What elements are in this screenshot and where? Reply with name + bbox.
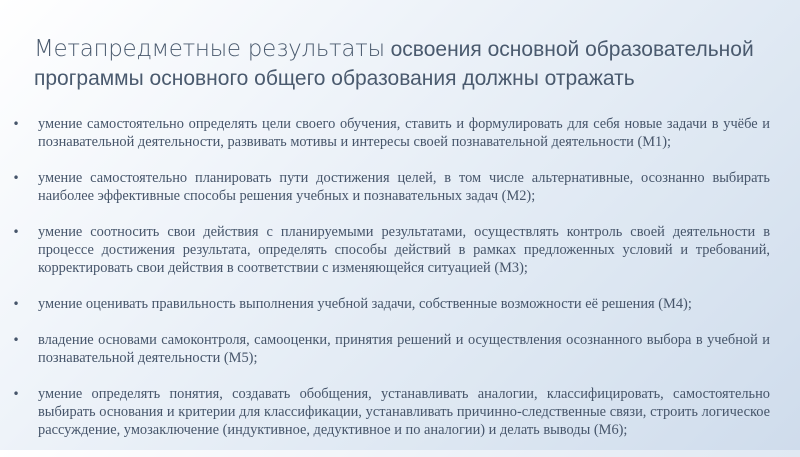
title-line-1: [34, 36, 784, 65]
list-item: [10, 295, 770, 313]
list-item-text: умение определять понятия, создавать обобщения, устанавливать аналогии, классифицировать, самостоятельно выбирать основания и критерии для классификации, устанавливать причинно-следственные связи, строить логическое рассуждение, умозаключение (индуктивное, дедуктивное и по аналогии) и делать выводы (М6);: [38, 386, 770, 438]
list-item-text: умение оценивать правильность выполнения учебной задачи, собственные возможности её решения (М4);: [38, 296, 692, 312]
bullet-icon: •: [12, 225, 20, 239]
list-item-text: владение основами самоконтроля, самооценки, принятия решений и осуществления осознанного выбора в учебной и познавательной деятельности (М5);: [38, 332, 770, 366]
bullet-icon: •: [12, 333, 20, 347]
list-item-text: умение соотносить свои действия с планируемыми результатами, осуществлять контроль своей деятельности в процессе достижения результата, определять способы действий в рамках предложенных условий и требований, корректировать свои действия в соответствии с изменяющейся ситуацией (М3);: [38, 224, 770, 276]
list-item: [10, 169, 770, 205]
list-item: [10, 115, 770, 151]
list-item-text: умение самостоятельно определять цели своего обучения, ставить и формулировать для себя новые задачи в учёбе и познавательной деятельности, развивать мотивы и интересы своей познавательной деятельности (М1);: [38, 116, 770, 150]
title-part-2: освоения основной образовательной: [384, 38, 754, 61]
bullet-icon: •: [12, 387, 20, 401]
bullet-icon: •: [12, 297, 20, 311]
list-item: [10, 385, 770, 439]
bullet-icon: •: [12, 171, 20, 185]
title-line-2: программы основного общего образования должны отражать: [34, 67, 635, 90]
list-item-text: умение самостоятельно планировать пути достижения целей, в том числе альтернативные, осознанно выбирать наиболее эффективные способы решения учебных и познавательных задач (М2);: [38, 170, 770, 204]
list-item: [10, 331, 770, 367]
list-item: [10, 223, 770, 277]
results-list: [10, 115, 770, 457]
slide-title: [34, 36, 784, 92]
title-part-1: Метапредметные результаты: [34, 36, 385, 62]
bullet-icon: •: [12, 117, 20, 131]
